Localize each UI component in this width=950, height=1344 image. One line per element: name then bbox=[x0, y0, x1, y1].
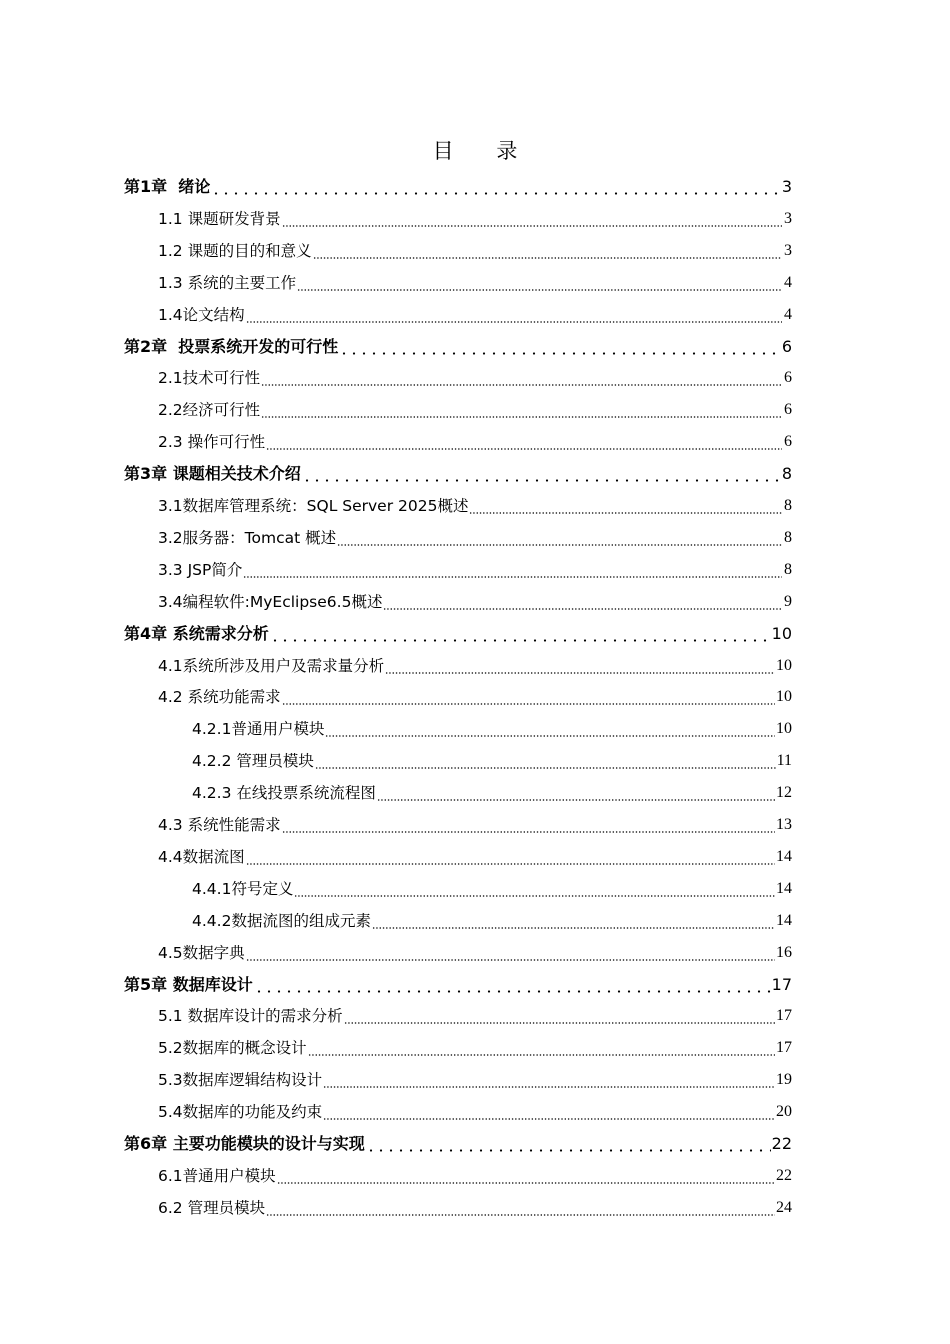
toc-section-entry[interactable] bbox=[158, 232, 792, 262]
toc-chapter-entry[interactable] bbox=[124, 168, 792, 198]
dot-leader bbox=[377, 782, 775, 804]
toc-page-number: 4 bbox=[784, 274, 792, 291]
toc-entry-label: 4.2.3 在线投票系统流程图 bbox=[192, 784, 376, 802]
toc-page-number: 10 bbox=[771, 624, 792, 643]
toc-page-number: 22 bbox=[776, 1167, 792, 1184]
toc-section-entry[interactable] bbox=[158, 551, 792, 581]
toc-entry-label: 5.2数据库的概念设计 bbox=[158, 1039, 307, 1057]
toc-page-number: 6 bbox=[781, 337, 792, 356]
toc-entry-label: 4.3 系统性能需求 bbox=[158, 816, 281, 834]
toc-page-number: 14 bbox=[776, 880, 792, 897]
toc-entry-label: 3.4编程软件:MyEclipse6.5概述 bbox=[158, 593, 383, 611]
toc-section-entry[interactable] bbox=[158, 678, 792, 708]
toc-chapter-entry[interactable] bbox=[124, 615, 792, 645]
toc-entry-label: 第3章 课题相关技术介绍 bbox=[124, 464, 301, 483]
toc-section-entry[interactable] bbox=[158, 1061, 792, 1091]
toc-entry-label: 第1章 绪论 bbox=[124, 177, 211, 196]
toc-chapter-entry[interactable] bbox=[124, 966, 792, 996]
toc-entry-label: 2.2经济可行性 bbox=[158, 401, 261, 419]
toc-page-number: 17 bbox=[776, 1039, 792, 1056]
toc-section-entry[interactable] bbox=[158, 1029, 792, 1059]
toc-entry-label: 1.2 课题的目的和意义 bbox=[158, 242, 312, 260]
toc-page-number: 6 bbox=[784, 433, 792, 450]
toc-section-entry[interactable] bbox=[158, 583, 792, 613]
toc-entry-label: 3.1数据库管理系统：SQL Server 2025概述 bbox=[158, 497, 469, 515]
dot-leader bbox=[243, 559, 782, 581]
dot-leader bbox=[246, 846, 775, 868]
toc-entry-label: 1.4论文结构 bbox=[158, 306, 245, 324]
toc-section-entry[interactable] bbox=[158, 806, 792, 836]
dot-leader bbox=[282, 208, 782, 230]
dot-leader bbox=[261, 367, 782, 389]
toc-entry-label: 4.2.2 管理员模块 bbox=[192, 752, 314, 770]
toc-page-number: 8 bbox=[781, 464, 792, 483]
toc-section-entry[interactable] bbox=[192, 774, 792, 804]
toc-section-entry[interactable] bbox=[158, 391, 792, 421]
toc-section-entry[interactable] bbox=[158, 519, 792, 549]
toc-entry-label: 2.3 操作可行性 bbox=[158, 433, 266, 451]
toc-section-entry[interactable] bbox=[158, 264, 792, 294]
dot-leader bbox=[366, 1133, 771, 1155]
toc-page-number: 4 bbox=[784, 306, 792, 323]
toc-chapter-entry[interactable] bbox=[124, 1125, 792, 1155]
dot-leader bbox=[266, 1197, 775, 1219]
toc-entry-label: 4.1系统所涉及用户及需求量分析 bbox=[158, 657, 385, 675]
dot-leader bbox=[337, 527, 782, 549]
dot-leader bbox=[372, 910, 775, 932]
toc-entry-label: 5.4数据库的功能及约束 bbox=[158, 1103, 323, 1121]
toc-page-number: 13 bbox=[776, 816, 792, 833]
toc-page-number: 14 bbox=[776, 848, 792, 865]
toc-page-number: 10 bbox=[776, 720, 792, 737]
dot-leader bbox=[383, 591, 782, 613]
toc-chapter-entry[interactable] bbox=[124, 455, 792, 485]
dot-leader bbox=[246, 942, 775, 964]
dot-leader bbox=[294, 878, 775, 900]
dot-leader bbox=[315, 750, 776, 772]
dot-leader bbox=[270, 623, 771, 645]
toc-page-number: 3 bbox=[784, 210, 792, 227]
toc-entry-label: 4.5数据字典 bbox=[158, 944, 245, 962]
toc-entry-label: 1.3 系统的主要工作 bbox=[158, 274, 297, 292]
toc-section-entry[interactable] bbox=[158, 487, 792, 517]
toc-page-number: 24 bbox=[776, 1199, 792, 1216]
toc-page-number: 14 bbox=[776, 912, 792, 929]
toc-page-number: 9 bbox=[784, 593, 792, 610]
toc-page-number: 20 bbox=[776, 1103, 792, 1120]
toc-page-number: 16 bbox=[776, 944, 792, 961]
dot-leader bbox=[261, 399, 782, 421]
toc-section-entry[interactable] bbox=[158, 1093, 792, 1123]
toc-section-entry[interactable] bbox=[158, 359, 792, 389]
toc-entry-label: 6.1普通用户模块 bbox=[158, 1167, 276, 1185]
dot-leader bbox=[339, 336, 781, 358]
dot-leader bbox=[277, 1165, 775, 1187]
toc-section-entry[interactable] bbox=[192, 902, 792, 932]
dot-leader bbox=[325, 718, 775, 740]
toc-title: 目 录 bbox=[432, 139, 536, 163]
toc-entry-label: 第6章 主要功能模块的设计与实现 bbox=[124, 1134, 365, 1153]
toc-section-entry[interactable] bbox=[192, 710, 792, 740]
dot-leader bbox=[323, 1069, 775, 1091]
toc-page-number: 10 bbox=[776, 688, 792, 705]
toc-entry-label: 第4章 系统需求分析 bbox=[124, 624, 269, 643]
toc-page-number: 6 bbox=[784, 369, 792, 386]
toc-section-entry[interactable] bbox=[158, 1189, 792, 1219]
toc-entry-label: 5.1 数据库设计的需求分析 bbox=[158, 1007, 343, 1025]
toc-section-entry[interactable] bbox=[192, 742, 792, 772]
toc-page-number: 8 bbox=[784, 497, 792, 514]
dot-leader bbox=[246, 304, 782, 326]
dot-leader bbox=[211, 176, 781, 198]
toc-entry-label: 4.2 系统功能需求 bbox=[158, 688, 281, 706]
dot-leader bbox=[469, 495, 782, 517]
dot-leader bbox=[282, 814, 775, 836]
toc-page-number: 8 bbox=[784, 529, 792, 546]
toc-page-number: 6 bbox=[784, 401, 792, 418]
toc-section-entry[interactable] bbox=[158, 934, 792, 964]
toc-entry-label: 4.4.1符号定义 bbox=[192, 880, 294, 898]
toc-entry-label: 第5章 数据库设计 bbox=[124, 975, 253, 994]
toc-page-number: 8 bbox=[784, 561, 792, 578]
toc-entry-label: 6.2 管理员模块 bbox=[158, 1199, 266, 1217]
dot-leader bbox=[308, 1037, 775, 1059]
toc-entry-label: 1.1 课题研发背景 bbox=[158, 210, 281, 228]
toc-page-number: 17 bbox=[771, 975, 792, 994]
toc-section-entry[interactable] bbox=[158, 838, 792, 868]
toc-entry-label: 3.2服务器：Tomcat 概述 bbox=[158, 529, 337, 547]
toc-chapter-entry[interactable] bbox=[124, 328, 792, 358]
dot-leader bbox=[344, 1005, 775, 1027]
toc-entry-label: 2.1技术可行性 bbox=[158, 369, 261, 387]
toc-page-number: 10 bbox=[776, 657, 792, 674]
toc-section-entry[interactable] bbox=[192, 870, 792, 900]
dot-leader bbox=[266, 431, 782, 453]
toc-entry-label: 3.3 JSP简介 bbox=[158, 561, 243, 579]
dot-leader bbox=[302, 463, 781, 485]
toc-page-number: 11 bbox=[776, 752, 792, 769]
toc-section-entry[interactable] bbox=[158, 647, 792, 677]
toc-page-number: 22 bbox=[771, 1134, 792, 1153]
dot-leader bbox=[282, 686, 775, 708]
toc-section-entry[interactable] bbox=[158, 1157, 792, 1187]
toc-entry-label: 4.2.1普通用户模块 bbox=[192, 720, 325, 738]
toc-entry-label: 4.4数据流图 bbox=[158, 848, 245, 866]
toc-entry-label: 4.4.2数据流图的组成元素 bbox=[192, 912, 371, 930]
dot-leader bbox=[313, 240, 782, 262]
toc-page-number: 3 bbox=[781, 177, 792, 196]
toc-section-entry[interactable] bbox=[158, 200, 792, 230]
toc-section-entry[interactable] bbox=[158, 423, 792, 453]
dot-leader bbox=[385, 655, 775, 677]
toc-entry-label: 第2章 投票系统开发的可行性 bbox=[124, 337, 339, 356]
toc-page-number: 17 bbox=[776, 1007, 792, 1024]
toc-page-number: 19 bbox=[776, 1071, 792, 1088]
dot-leader bbox=[297, 272, 782, 294]
toc-entry-label: 5.3数据库逻辑结构设计 bbox=[158, 1071, 323, 1089]
toc-section-entry[interactable] bbox=[158, 997, 792, 1027]
toc-page-number: 12 bbox=[776, 784, 792, 801]
dot-leader bbox=[254, 974, 771, 996]
toc-page-number: 3 bbox=[784, 242, 792, 259]
toc-section-entry[interactable] bbox=[158, 296, 792, 326]
dot-leader bbox=[323, 1101, 775, 1123]
